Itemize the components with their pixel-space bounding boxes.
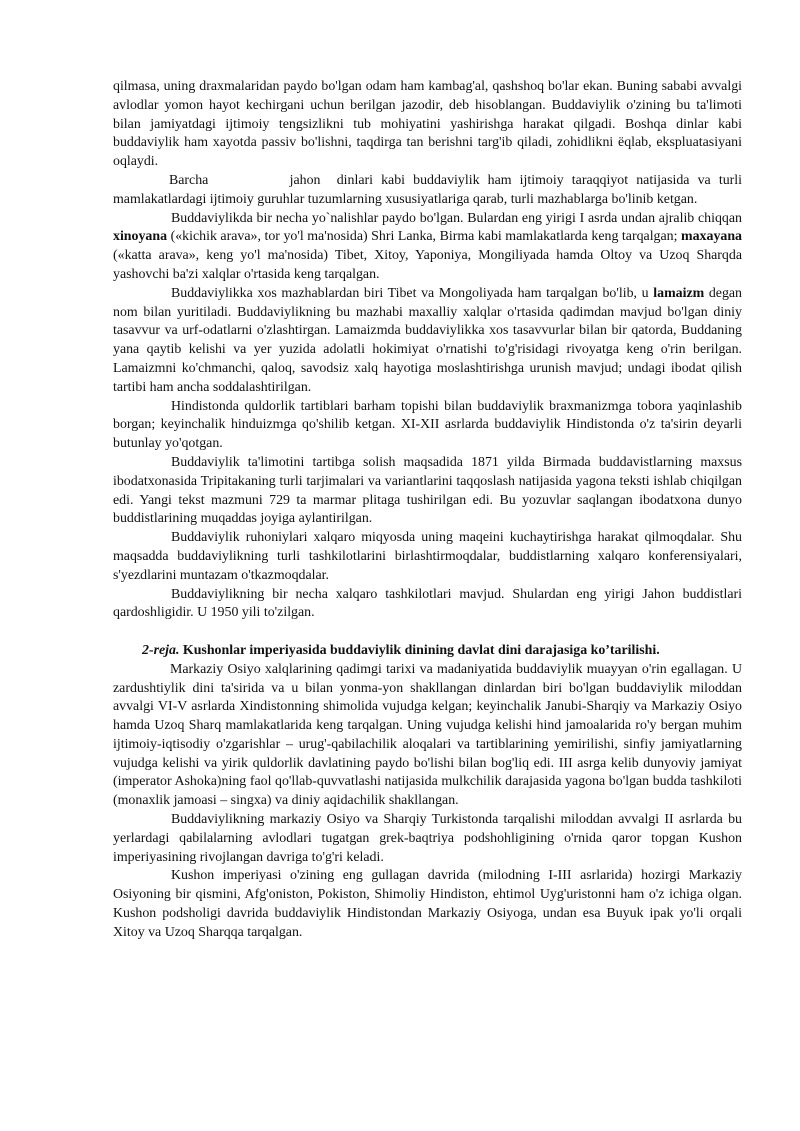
term-maxayana: maxayana	[681, 229, 742, 245]
paragraph-turkiston: Buddaviylikning markaziy Osiyo va Sharqiy Turkistonda tarqalishi miloddan avvalgi II asrlarda bu yerlardagi qabilalarning avlodlari tugatgan grek-baqtriya podshohligining o'rnida qaror topgan Kushon imperiyasining rivojlangan davriga to'g'ri keladi.	[113, 812, 742, 865]
paragraph-hindiston: Hindistonda quldorlik tartiblari barham topishi bilan buddaviylik braxmanizmga tobora yaqinlashib borgan; keyinchalik hinduizmga qo'shilib ketgan. XI-XII asrlarda buddaviylik Hindistonda o'z ta'sirin deyarli butunlay yo'qotgan.	[113, 398, 742, 452]
text-span: Buddaviylikka xos mazhablardan biri Tibet va Mongoliyada ham tarqalgan bo'lib, u	[171, 285, 654, 301]
heading-number: 2-reja.	[142, 642, 180, 658]
paragraph-yonalishlar	[113, 210, 742, 285]
term-lamaizm: lamaizm	[653, 285, 705, 301]
section-heading	[113, 642, 742, 661]
paragraph-mazhablar: Barcha jahon dinlari kabi buddaviylik ham ijtimoiy taraqqiyot natijasida va turli mamlakatlardagi ijtimoiy guruhlar tuzumlarning xususiyatlariga qarab, turli mazhablarga bo'linib ketgan.	[113, 172, 746, 207]
text-span: («kichik arava», tor yo'l ma'nosida) Shri Lanka, Birma kabi mamlakatlarda keng tarqalgan;	[167, 229, 682, 245]
paragraph-tashkilotlar: Buddaviylikning bir necha xalqaro tashkilotlari mavjud. Shulardan eng yirigi Jahon buddistlari qardoshligidir. U 1950 yili to'zilgan.	[113, 586, 742, 621]
text-span: degan nom bilan yuritiladi. Buddaviylikning bu mazhabi maxalliy xalqlar o'rtasida qadimdan mavjud bo'lgan diniy tasavvur va urf-odatlarni o'zlashtirgan. Lamaizmda buddaviylikka xos tasavvurlar bilan bir qatorda, Buddaning yana qaytib kelishi va yer yuzida adolatli hokimiyat o'rnatishi to'g'risidagi rivoyatga keng o'rin berilgan. Lamaizmni ko'chmanchi, qaloq, savodsiz xalq hayotiga moslashtirishga urunish mavjud; undagi ibodat qilish tartibi ham ancha soddalashtirilgan.	[113, 285, 743, 395]
paragraph-ruhoniylar: Buddaviylik ruhoniylari xalqaro miqyosda uning maqeini kuchaytirishga harakat qilmoqdalar. Shu maqsadda buddaviylikning turli tashkilotlarini birlashtirmoqdalar, buddistlarning xalqaro konferensiyalari, s'yezdlarini muntazam o'tkazmoqdalar.	[113, 530, 742, 583]
paragraph-kushon: Kushon imperiyasi o'zining eng gullagan davrida (milodning I-III asrlarida) hozirgi Markaziy Osiyoning bir qismini, Afg'oniston, Pokiston, Shimoliy Hindiston, ehtimol Uyg'uristonni ham o'z ichiga olgan. Kushon podsholigi davrida buddaviylik Hindistondan Markaziy Osiyoga, undan esa Buyuk ipak yo'li orqali Xitoy va Uzoq Sharqqa tarqalgan.	[113, 868, 742, 940]
term-xinoyana: xinoyana	[113, 229, 168, 245]
paragraph-lamaizm	[113, 285, 742, 398]
text-span: («katta arava», keng yo'l ma'nosida) Tibet, Xitoy, Yaponiya, Mongiliyada hamda Oltoy va Uzoq Sharqda yashovchi ba'zi xalqlar o'rtasida keng tarqalgan.	[113, 248, 742, 282]
text-span: Buddaviylikda bir necha yo`nalishlar paydo bo'lgan. Bulardan eng yirigi I asrda undan ajralib chiqqan	[171, 210, 742, 226]
paragraph-karma: qilmasa, uning draxmalaridan paydo bo'lgan odam ham kambag'al, qashshoq bo'lar ekan. Buning sababi avvalgi avlodlar yomon hayot kechirgani uchun berilgan jazodir, deb hisoblangan. Buddaviylik o'zining bu ta'limoti bilan jamiyatdagi ijtimoiy tengsizlikni tub mohiyatini yashirishga harakat qilgadi. Boshqa dinlar kabi buddaviylik ham xayotda passiv bo'lishni, taqdirga tan berishni targ'ib qiladi, zohidlikni ëqlab, ekspluatasiyani oqlaydi.	[113, 79, 742, 170]
paragraph-tripitaka: Buddaviylik ta'limotini tartibga solish maqsadida 1871 yilda Birmada buddavistlarning maxsus ibodatxonasida Tripitakaning turli tarjimalari va variantlarini taqqoslash natijasida yagona teksti ishlab chiqilgan edi. Yangi tekst mazmuni 729 ta marmar plitaga tushirilgan edi. Bu yozuvlar saqlangan ibodatxona dunyo buddistlarining muqaddas joyiga aylantirilgan.	[113, 454, 742, 527]
heading-title: Kushonlar imperiyasida buddaviylik dinining davlat dini darajasiga ko’tarilishi.	[179, 642, 660, 658]
document-page	[113, 78, 746, 943]
paragraph-markaziy-osiyo: Markaziy Osiyo xalqlarining qadimgi tarixi va madaniyatida buddaviylik muayyan o'rin egallagan. U zardushtiylik dini ta'sirida va u bilan yonma-yon shakllangan dinlardan biri bo'lgan buddaviylik miloddan avvalgi VI-V asrlarda Xindistonning shimolida vujudga kelgan; keyinchalik Janubi-Sharqiy va Markaziy Osiyo hamda Uzoq Sharq mamlakatlarida keng tarqalgan. Uning vujudga kelishi hind jamoalarida ro'y bergan muhim ijtimoiy-iqtisodiy o'zgarishlar – urug'-qabilachilik aloqalari va tartiblarining yemirilishi, sinfiy jamiyatlarning vujudga kelishi va yirik quldorlik davlatining paydo bo'lishi bilan bog'liq edi. III asrga kelib dunyoviy jamiyat (imperator Ashoka)ning faol qo'llab-quvvatlashi natijasida mulkchilik darajasida yagona bo'lgan budda tashkiloti (monaxlik jamoasi – singxa) va diniy aqidachilik shakllangan.	[113, 661, 742, 809]
